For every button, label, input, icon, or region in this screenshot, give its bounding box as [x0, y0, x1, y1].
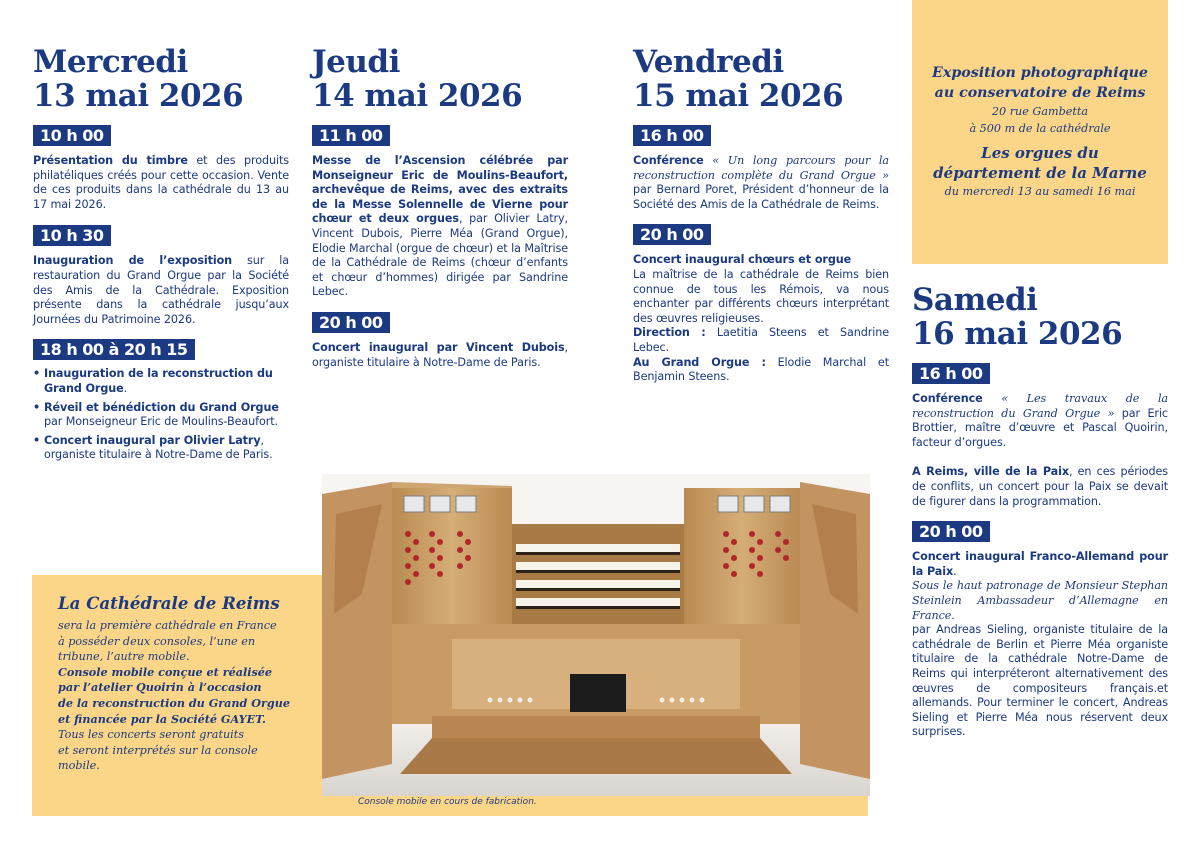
time-badge: 10 h 30: [33, 225, 111, 246]
day-name: Samedi: [912, 282, 1038, 318]
event-desc: et des produits philatéliques créés pour cette occasion. Vente de ces produits dans la cathédrale du 13 au 17 mai 2026.: [33, 154, 290, 211]
time-badge: 10 h 00: [33, 125, 111, 146]
column-jeudi: [312, 45, 568, 370]
time-badge: 20 h 00: [912, 521, 990, 542]
event-title: Concert inaugural chœurs et orgue: [633, 253, 852, 267]
expo-dates: du mercredi 13 au samedi 16 mai: [944, 185, 1136, 198]
event-text: [33, 254, 289, 327]
day-name: Jeudi: [312, 44, 400, 80]
event-desc: , organiste titulaire à Notre-Dame de Paris.: [312, 340, 568, 369]
expo-text: [912, 63, 1168, 200]
event-title: Conférence: [633, 154, 704, 167]
time-badge: 11 h 00: [312, 125, 390, 146]
item-desc: , organiste titulaire à Notre-Dame de Paris.: [44, 433, 273, 462]
item-desc: par Monseigneur Eric de Moulins-Beaufort.: [44, 415, 278, 429]
day-date: 16 mai 2026: [912, 316, 1123, 352]
event-text: [312, 341, 568, 370]
cathedral-line: de la reconstruction du Grand Orgue: [58, 695, 290, 710]
time-badge: 20 h 00: [633, 224, 711, 245]
item-title: Réveil et bénédiction du Grand Orgue: [44, 400, 279, 414]
event-subject: « Les travaux de la reconstruction du Grand Orgue »: [912, 392, 1168, 420]
expo-address: 20 rue Gambetta: [991, 105, 1089, 118]
time-badge: 20 h 00: [312, 312, 390, 333]
event-text: [912, 392, 1168, 450]
event-title: Inauguration de l’exposition: [33, 254, 233, 268]
column-mercredi: [33, 45, 289, 463]
expo-distance: à 500 m de la cathédrale: [969, 122, 1111, 135]
cathedral-line: Tous les concerts seront gratuits: [58, 728, 244, 742]
cathedral-title: La Cathédrale de Reims: [58, 593, 280, 613]
peace-title: A Reims, ville de la Paix: [912, 465, 1069, 479]
event-desc: par Bernard Poret, Président d’honneur de la Société des Amis de la Cathédrale de Reims.: [633, 183, 889, 211]
cathedral-line: à posséder deux consoles, l’une en: [58, 634, 256, 648]
cathedral-line: Console mobile conçue et réalisée: [58, 664, 272, 679]
list-item: [33, 401, 289, 430]
expo-title: Exposition photographique au conservatoire de Reims: [932, 65, 1148, 101]
item-title: Concert inaugural par Olivier Latry: [44, 433, 261, 447]
event-text: [33, 154, 289, 212]
cathedral-line: et financée par la Société GAYET.: [58, 711, 266, 726]
cathedral-line: par l’atelier Quoirin à l’occasion: [58, 680, 262, 695]
event-title: Concert inaugural par Vincent Dubois: [312, 340, 565, 354]
event-title: Présentation du timbre: [33, 154, 188, 167]
event-patronage: Sous le haut patronage de Monsieur Stephan Steinlein Ambassadeur d’Allemagne en France.: [912, 579, 1168, 622]
day-title: [312, 45, 568, 113]
photo-caption: Console mobile en cours de fabrication.: [358, 797, 537, 807]
event-desc: La maîtrise de la cathédrale de Reims bien connue de tous les Rémois, va nous enchanter par différents chœurs interprétant des œuvres religieuses.: [633, 267, 889, 325]
event-text: [633, 154, 889, 212]
time-badge: 16 h 00: [633, 125, 711, 146]
time-badge: 18 h 00 à 20 h 15: [33, 339, 195, 360]
cathedral-line: tribune, l’autre mobile.: [58, 650, 190, 664]
event-text: [633, 253, 889, 384]
expo-subject: Les orgues du département de la Marne: [933, 144, 1147, 182]
time-badge: 16 h 00: [912, 363, 990, 384]
event-desc: sur la restauration du Grand Orgue par la Société des Amis de la Cathédrale. Exposition présente dans la cathédrale jusqu’aux Journées du Patrimoine 2026.: [33, 254, 289, 326]
list-item: [33, 367, 289, 396]
cathedral-text: [58, 593, 318, 774]
event-title: Concert inaugural Franco-Allemand pour la Paix: [912, 550, 1168, 578]
item-title: Inauguration de la reconstruction du Grand Orgue: [44, 367, 273, 395]
event-desc: par Andreas Sieling, organiste titulaire de la cathédrale de Berlin et Pierre Méa organiste titulaire de la cathédrale Notre-Dame de Reims qui interpréteront alternativement des œuvres de compositeurs français.et allemands. Pour terminer le concert, Andreas Sieling et Pierre Méa nous réservent deux surprises.: [912, 623, 1168, 739]
event-desc: , par Olivier Latry, Vincent Dubois, Pierre Méa (Grand Orgue), Elodie Marchal (orgue de chœur) et la Maîtrise de la Cathédrale de Reims (chœur d’enfants et chœur d’hommes) dirigée par Sandrine Lebec.: [312, 212, 568, 299]
event-list: [33, 367, 289, 463]
column-samedi: [912, 283, 1168, 740]
day-name: Vendredi: [633, 44, 784, 80]
event-text: [912, 550, 1168, 740]
day-date: 15 mai 2026: [633, 78, 844, 114]
event-title: Conférence: [912, 392, 983, 405]
event-title: Messe de l’Ascension célébrée par Monseigneur Eric de Moulins-Beaufort, archevêque de Reims, avec des extraits de la Messe Solennelle de Vierne pour chœur et deux orgues: [312, 154, 568, 226]
organ-console-photo: [322, 474, 870, 796]
event-desc: par Eric Brottier, maître d’œuvre et Pascal Quoirin, facteur d’orgues.: [912, 406, 1168, 449]
day-date: 14 mai 2026: [312, 78, 523, 114]
peace-text: [912, 465, 1168, 509]
day-name: Mercredi: [33, 44, 188, 80]
cathedral-line: mobile.: [58, 759, 100, 773]
day-date: 13 mai 2026: [33, 78, 244, 114]
direction-label: Direction :: [633, 326, 706, 340]
day-title: [633, 45, 889, 113]
peace-desc: , en ces périodes de conflits, un concert pour la Paix se devait de figurer dans la programmation.: [912, 465, 1168, 508]
event-text: [312, 154, 568, 300]
day-title: [33, 45, 289, 113]
cathedral-line: sera la première cathédrale en France: [58, 619, 277, 632]
day-title: [912, 283, 1168, 351]
list-item: [33, 434, 289, 463]
item-desc: .: [123, 381, 128, 395]
organ-value: Elodie Marchal et Benjamin Steens.: [633, 355, 889, 384]
cathedral-line: et seront interprétés sur la console: [58, 743, 258, 757]
column-vendredi: [633, 45, 889, 385]
direction-value: Laetitia Steens et Sandrine Lebec.: [633, 326, 889, 354]
event-title-end: .: [953, 564, 957, 578]
event-subject: « Un long parcours pour la reconstruction complète du Grand Orgue »: [633, 154, 889, 182]
organ-label: Au Grand Orgue :: [633, 355, 766, 369]
